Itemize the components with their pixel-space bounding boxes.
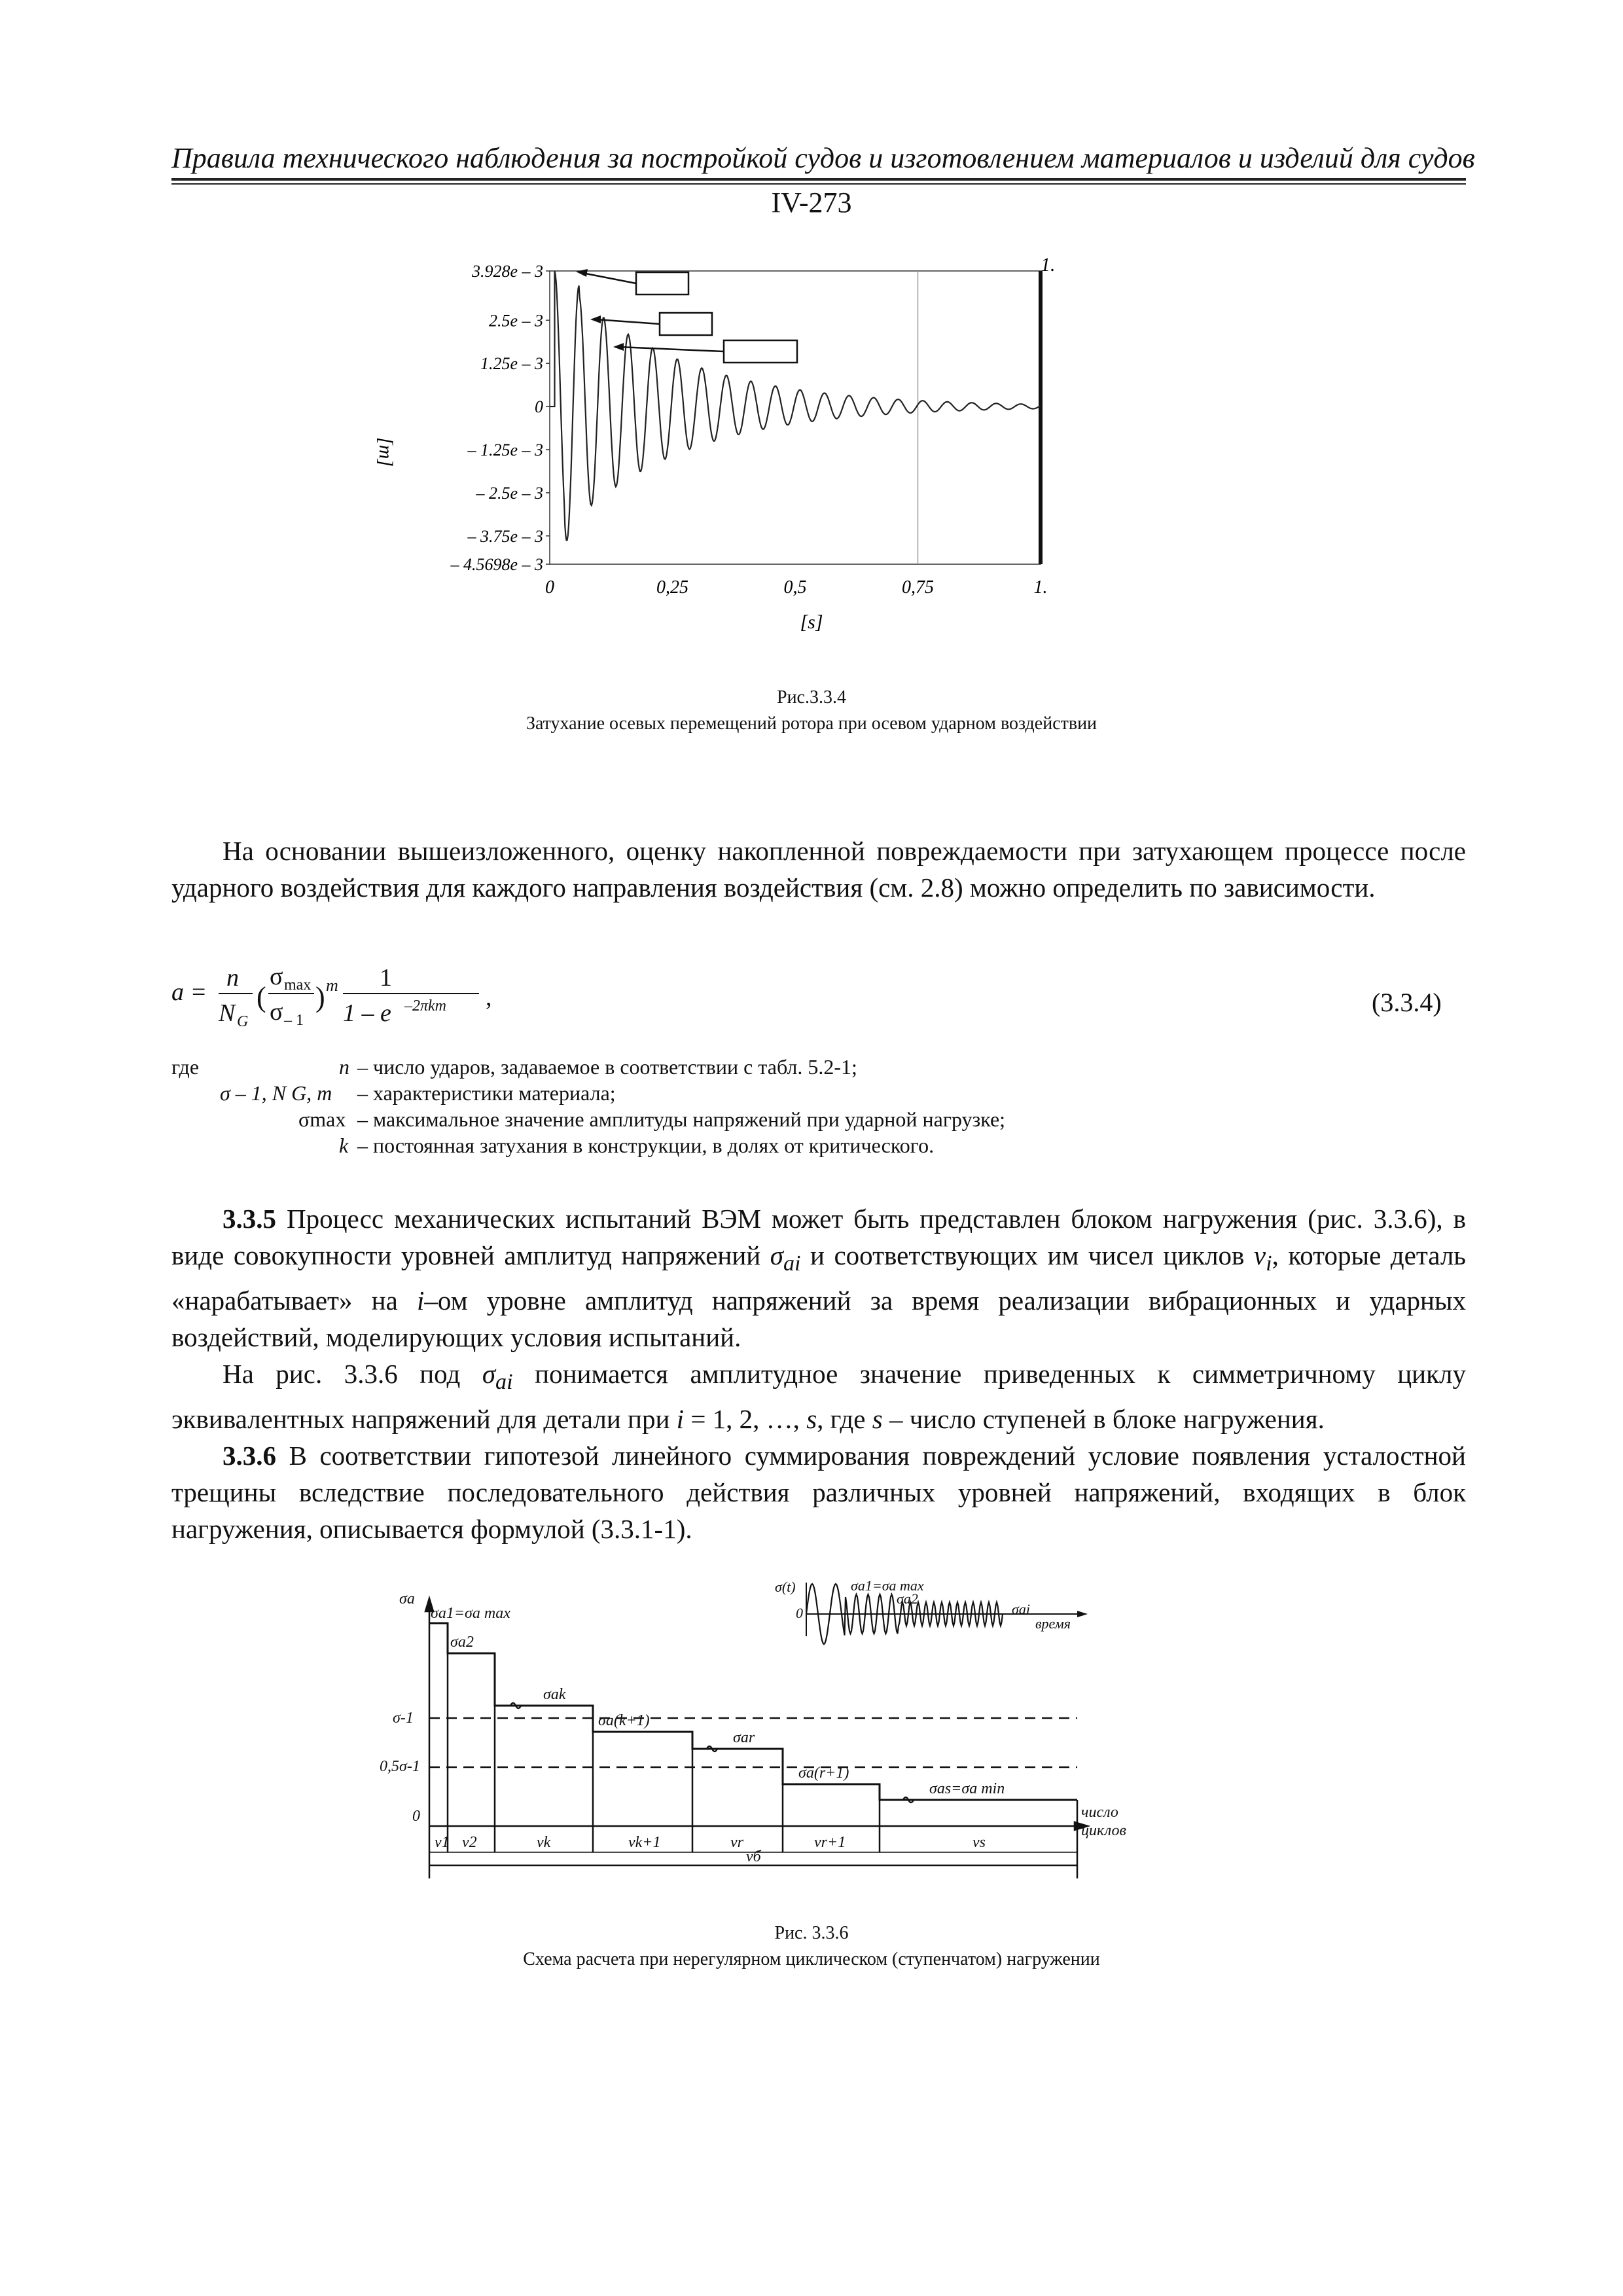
formula-sigma-m1: σ (270, 998, 283, 1026)
inset-label-y: σ(t) (775, 1579, 796, 1595)
x-tick-label: 0 (545, 577, 554, 598)
label-s-a1: σa1=σa max (431, 1605, 510, 1622)
annotation-arrow-3 (618, 347, 724, 351)
formula-exp-m: m (326, 976, 338, 995)
svg-text:): ) (315, 981, 325, 1013)
equation-number: (3.3.4) (1372, 988, 1442, 1017)
formula-comma: , (486, 984, 492, 1011)
formula-n: n (226, 964, 239, 992)
damped-displacement-chart (353, 242, 1126, 648)
figure1-caption-text: Затухание осевых перемещений ротора при осевом ударном воздействии (526, 713, 1097, 734)
formula-sigma-max: σ (270, 963, 283, 990)
inset-label-time: время (1035, 1615, 1071, 1632)
section-number-3-3-6: 3.3.6 (223, 1441, 276, 1471)
paragraph-1: На основании вышеизложенного, оценку накопленной повреждаемости при затухающем процессе после ударного воздействия для каждого направления воздействия (см. 2.8) можно определить по зависимости. (171, 836, 1466, 903)
inset-label-si: σai (1012, 1601, 1030, 1617)
label-y-axis: σa (399, 1590, 415, 1607)
legend-sym-3: σmax (298, 1107, 346, 1131)
label-s-ak: σak (543, 1686, 566, 1703)
label-v2: v2 (462, 1834, 477, 1851)
top-right-label: 1. (1041, 254, 1056, 276)
y-tick-label: 2.5e – 3 (488, 311, 543, 331)
label-x-axis-1: число (1081, 1804, 1118, 1821)
inset-label-s2: σa2 (897, 1590, 918, 1607)
label-half-sigma-m1: 0,5σ-1 (380, 1758, 420, 1775)
annotation-box-2 (660, 313, 712, 335)
inset-label-zero: 0 (796, 1605, 803, 1621)
legend-text-4: – постоянная затухания в конструкции, в долях от критического. (357, 1134, 935, 1157)
legend-where: где (171, 1055, 200, 1079)
figure1-caption-number: Рис.3.3.4 (777, 687, 846, 708)
label-vs: vs (972, 1834, 986, 1851)
label-vr1: vr+1 (814, 1834, 846, 1851)
svg-text:(: ( (257, 981, 266, 1013)
label-s-ak1: σa(k+1) (598, 1712, 650, 1729)
legend-text-1: – число ударов, задаваемое в соответствии с табл. 5.2-1; (357, 1055, 857, 1079)
legend-sym-1: n (339, 1055, 349, 1079)
label-x-axis-2: циклов (1081, 1822, 1126, 1839)
running-header: Правила технического наблюдения за постройкой судов и изготовлением материалов и изделий для судов (171, 142, 1475, 174)
label-vb: vб (746, 1848, 761, 1865)
page-number: IV-273 (771, 187, 852, 219)
label-zero: 0 (412, 1808, 420, 1825)
y-tick-label: – 1.25e – 3 (467, 440, 543, 459)
figure2-caption-text: Схема расчета при нерегулярном циклическом (ступенчатом) нагружении (523, 1949, 1100, 1969)
formula-denominator: 1 – e (343, 999, 391, 1027)
legend-sym-4: k (339, 1134, 349, 1157)
formula-NG-sub: G (237, 1013, 249, 1028)
y-axis-label: [m] (375, 437, 397, 467)
inset-time-signal (775, 1577, 1088, 1644)
label-vk1: vk+1 (628, 1834, 661, 1851)
label-s-as: σas=σa min (929, 1780, 1005, 1797)
step-load-profile (429, 1623, 1077, 1800)
formula-one: 1 (380, 964, 392, 992)
annotation-box-1 (636, 272, 688, 295)
label-v1: v1 (435, 1834, 450, 1851)
label-s-ar1: σa(r+1) (798, 1765, 849, 1782)
label-vk: vk (537, 1834, 551, 1851)
plot-frame (550, 271, 1041, 564)
y-tick-label: – 3.75e – 3 (467, 526, 543, 546)
label-sigma-m1: σ-1 (393, 1710, 414, 1727)
section-3-3-5: 3.3.5 Процесс механических испытаний ВЭМ может быть представлен блоком нагружения (рис. 3.3.6), в виде совокупности уровней амплитуд напряжений $\sigma_{ai}$ и соответствующих им чисел циклов $v_i$, которые деталь «нарабатывает» на i–ом уровне амплитуд напряжений за время реализации вибрационных и ударных воздействий, моделирующих условия испытаний. На рис. 3.3.6 под $\sigma_{ai}$ понимается амплитудное значение приведенных к симметричному циклу эквивалентных напряжений для детали при i = 1, 2, …, s, где s – число ступеней в блоке нагружения. 3.3.6 В соответствии гипотезой линейного суммирования повреждений условие появления усталостной трещины вследствие последовательного действия различных уровней напряжений, входящих в блок нагружения, описывается формулой (3.3.1-1). (171, 1204, 1467, 1545)
formula-sigma-max-sub: max (284, 977, 312, 994)
step-loading-diagram (380, 1577, 1152, 1892)
legend-text-2: – характеристики материала; (357, 1081, 616, 1105)
label-s-ar: σar (733, 1729, 755, 1746)
annotation-arrow-1 (582, 273, 636, 283)
peak-annotations (582, 272, 797, 363)
formula-denominator-exp: –2πkm (404, 997, 447, 1014)
section-number-3-3-5: 3.3.5 (223, 1204, 276, 1234)
y-tick-label: 0 (535, 397, 543, 417)
formula-3-3-4 (171, 956, 538, 1028)
x-axis-label: [s] (800, 611, 823, 633)
y-tick-label: 1.25e – 3 (480, 354, 543, 374)
x-tick-label: 1. (1033, 577, 1048, 598)
formula-lhs: a = (171, 978, 207, 1006)
label-vr: vr (730, 1834, 743, 1851)
x-tick-label: 0,75 (902, 577, 934, 598)
chart-ticks (450, 262, 1047, 598)
formula-NG: N (219, 999, 236, 1027)
x-tick-label: 0,25 (656, 577, 688, 598)
legend-text-3: – максимальное значение амплитуды напряжений при ударной нагрузке; (357, 1107, 1006, 1131)
formula-sigma-m1-sub: – 1 (284, 1012, 304, 1028)
label-s-a2: σa2 (450, 1634, 474, 1651)
y-tick-label: 3.928e – 3 (471, 262, 543, 281)
series-line-axial-displacement (550, 271, 1041, 540)
figure2-caption-number: Рис. 3.3.6 (774, 1923, 849, 1943)
chart-axes (550, 271, 1041, 564)
x-tick-label: 0,5 (783, 577, 807, 598)
y-tick-label: – 4.5698e – 3 (450, 555, 543, 574)
header-rule (171, 178, 1466, 181)
annotation-box-3 (724, 340, 797, 363)
legend-sym-2: σ – 1, N G, m (220, 1081, 332, 1105)
y-tick-label: – 2.5e – 3 (476, 483, 543, 503)
inset-label-s1: σa1=σa max (851, 1577, 924, 1594)
